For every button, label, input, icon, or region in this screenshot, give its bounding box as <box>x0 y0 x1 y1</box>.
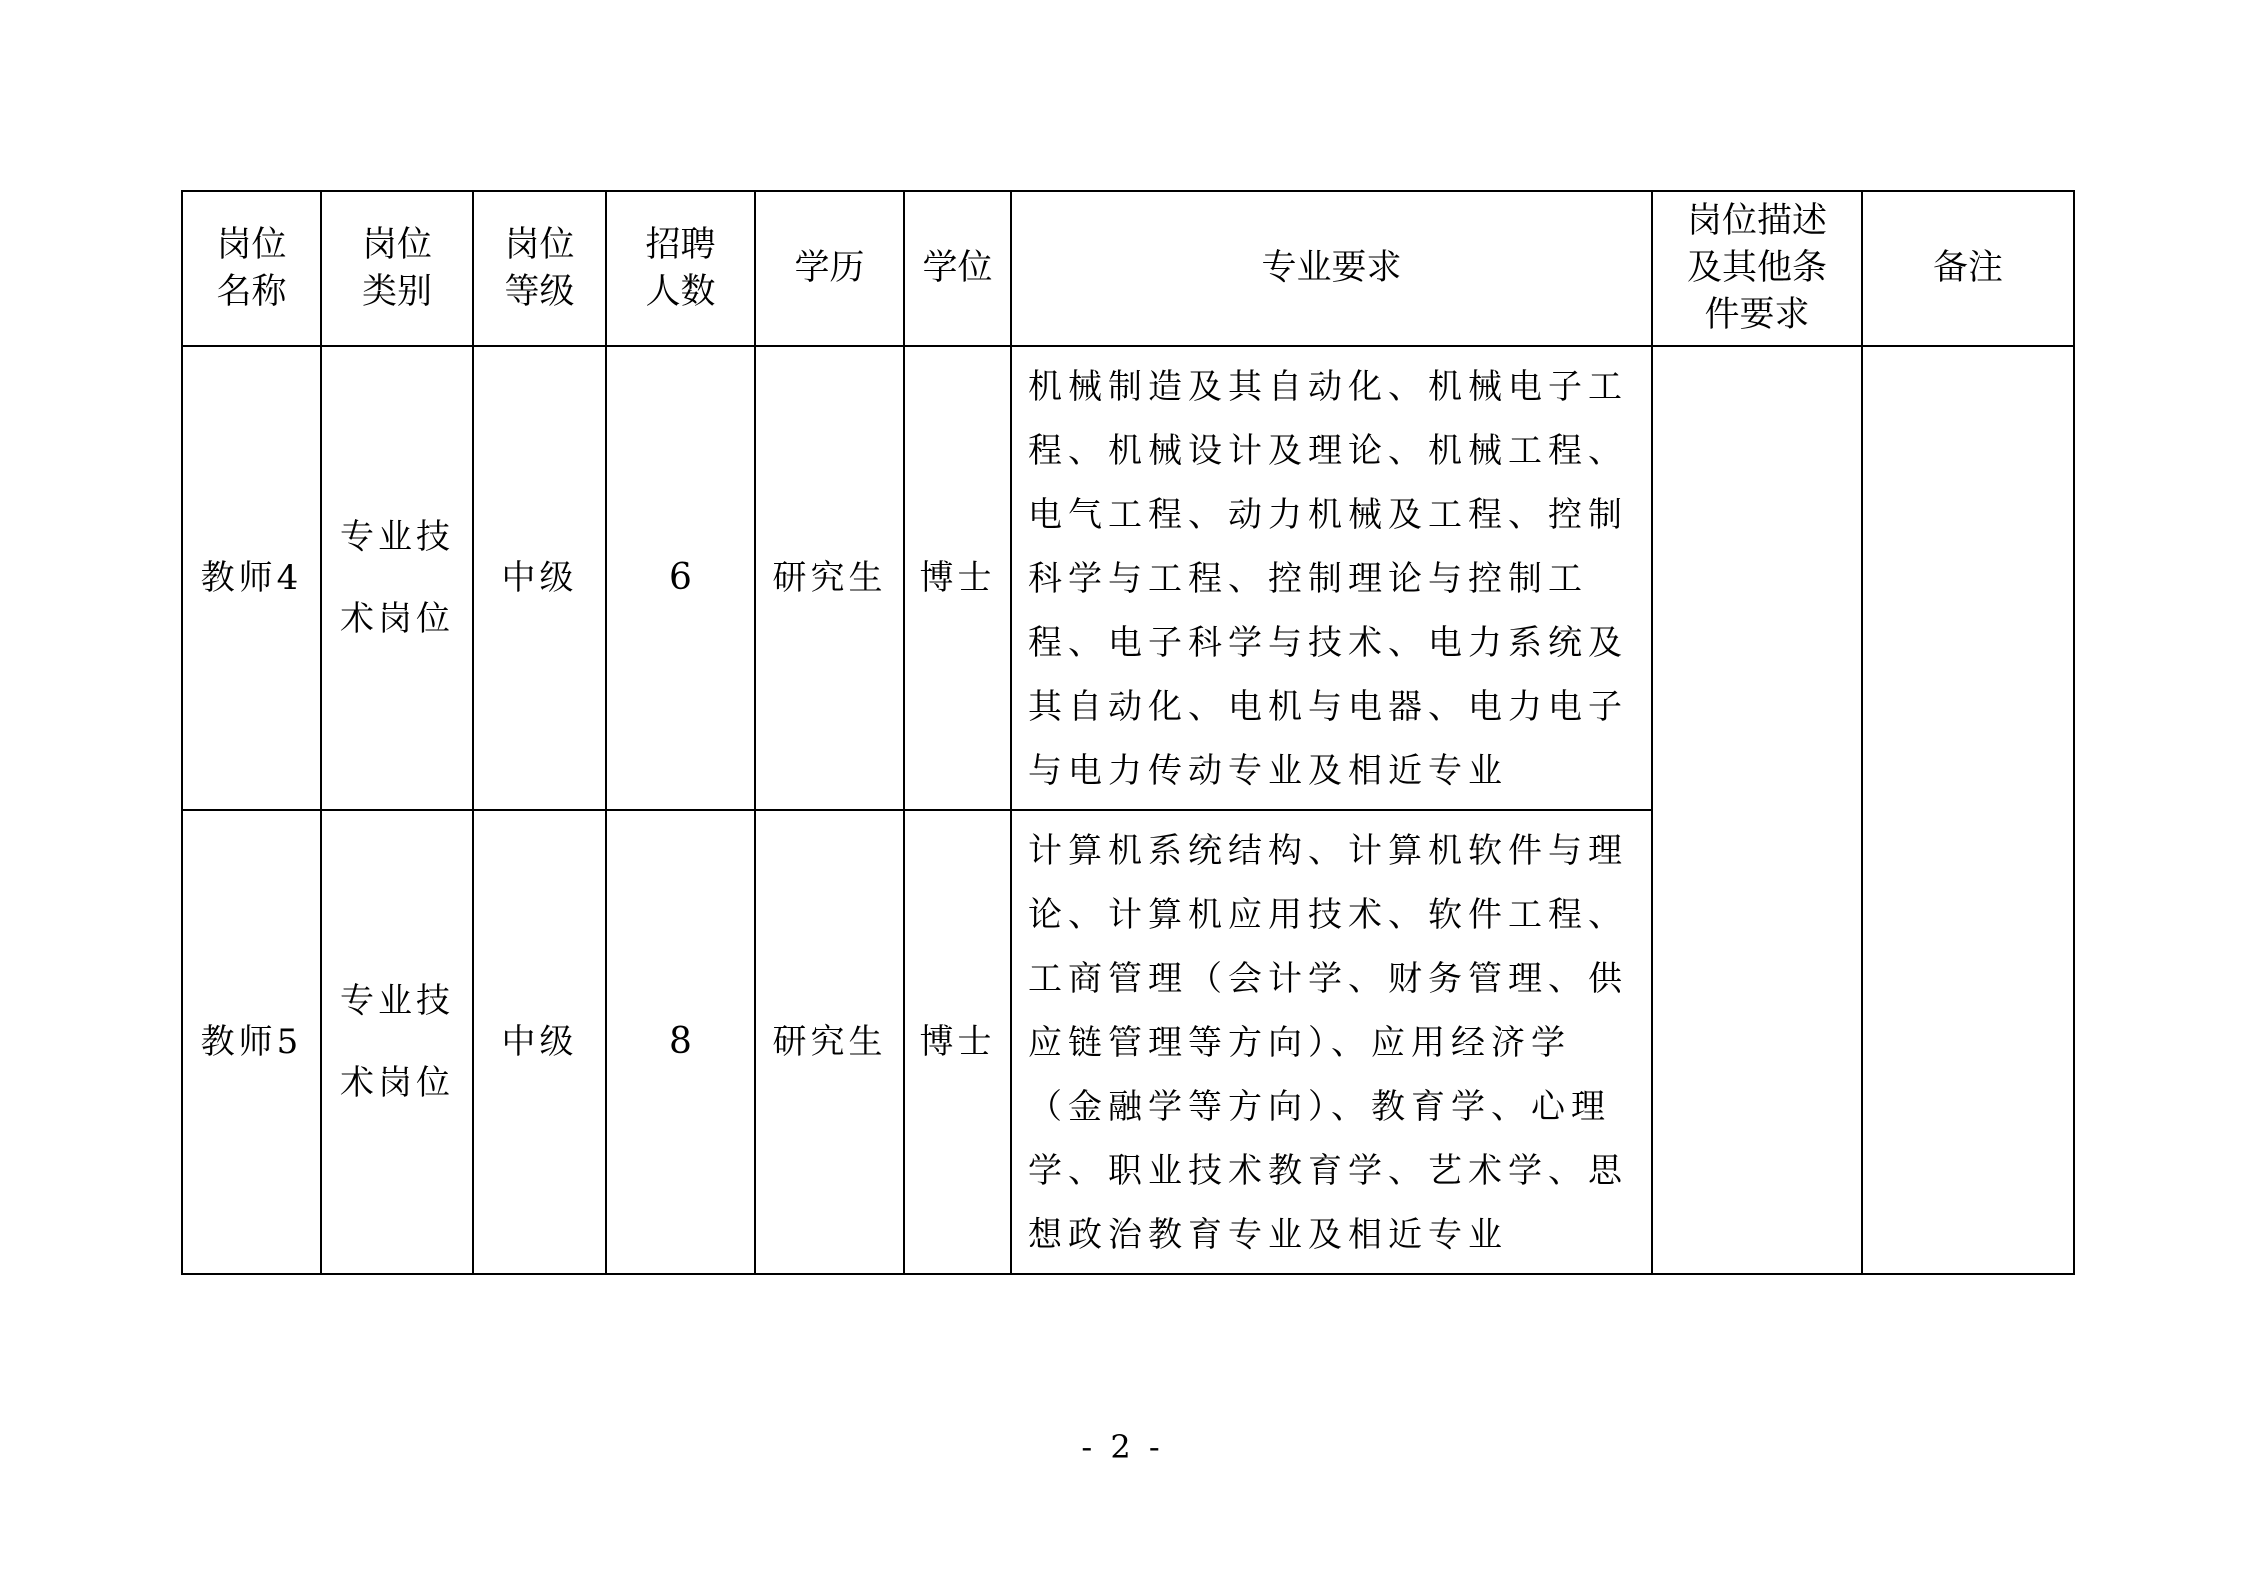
cell-position-type: 专业技 术岗位 <box>321 810 473 1274</box>
cell-description <box>1652 346 1862 1274</box>
header-description: 岗位描述 及其他条 件要求 <box>1652 191 1862 346</box>
cell-position-level: 中级 <box>473 346 606 810</box>
cell-recruit-count: 6 <box>606 346 755 810</box>
header-position-name: 岗位 名称 <box>182 191 321 346</box>
cell-major-requirement: 机械制造及其自动化、机械电子工程、机械设计及理论、机械工程、电气工程、动力机械及工程、控制科学与工程、控制理论与控制工程、电子科学与技术、电力系统及其自动化、电机与电器、电力电子与电力传动专业及相近专业 <box>1011 346 1652 810</box>
cell-major-requirement: 计算机系统结构、计算机软件与理论、计算机应用技术、软件工程、工商管理（会计学、财务管理、供应链管理等方向）、应用经济学（金融学等方向）、教育学、心理学、职业技术教育学、艺术学、思想政治教育专业及相近专业 <box>1011 810 1652 1274</box>
cell-recruit-count: 8 <box>606 810 755 1274</box>
cell-education: 研究生 <box>755 346 904 810</box>
table-header-row <box>182 191 2074 346</box>
cell-position-type: 专业技 术岗位 <box>321 346 473 810</box>
page-number: - 2 - <box>1081 1428 1164 1466</box>
cell-position-level: 中级 <box>473 810 606 1274</box>
header-education: 学历 <box>755 191 904 346</box>
header-position-level: 岗位 等级 <box>473 191 606 346</box>
cell-position-name: 教师5 <box>182 810 321 1274</box>
header-remarks: 备注 <box>1862 191 2074 346</box>
cell-position-name: 教师4 <box>182 346 321 810</box>
cell-degree: 博士 <box>904 346 1011 810</box>
cell-degree: 博士 <box>904 810 1011 1274</box>
header-degree: 学位 <box>904 191 1011 346</box>
header-major-requirement: 专业要求 <box>1011 191 1652 346</box>
table-row <box>182 346 2074 810</box>
cell-education: 研究生 <box>755 810 904 1274</box>
header-recruit-count: 招聘 人数 <box>606 191 755 346</box>
recruitment-table <box>181 190 2075 1275</box>
cell-remarks <box>1862 346 2074 1274</box>
header-position-type: 岗位 类别 <box>321 191 473 346</box>
